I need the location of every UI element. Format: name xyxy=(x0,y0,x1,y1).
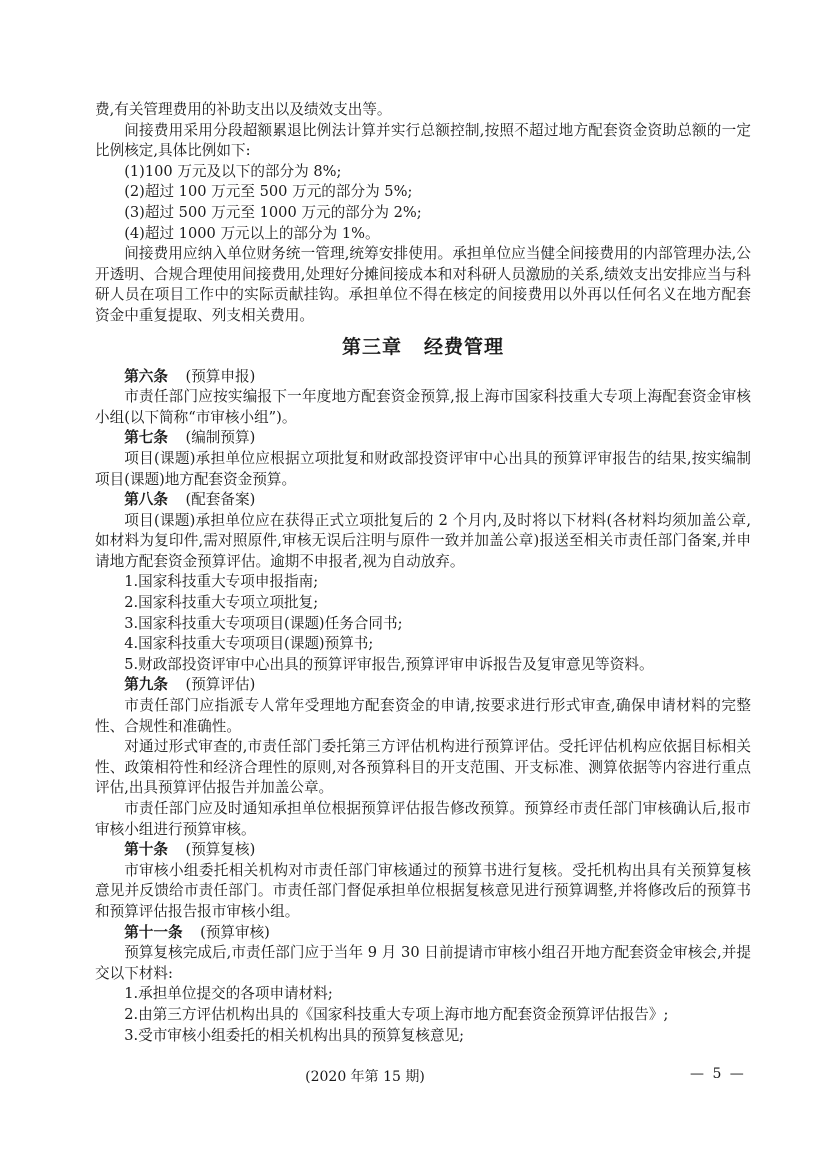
article-title: (预算审核) xyxy=(200,923,270,941)
list-item: (2)超过 100 万元至 500 万元的部分为 5%; xyxy=(124,183,413,201)
article-number: 第九条 xyxy=(124,676,168,694)
list-item: 1.承担单位提交的各项申请材料; xyxy=(124,985,333,1003)
list-item: 1.国家科技重大专项申报指南; xyxy=(124,573,319,591)
article-number: 第八条 xyxy=(124,491,168,509)
list-item: (3)超过 500 万元至 1000 万元的部分为 2%; xyxy=(124,203,422,221)
article-heading xyxy=(95,490,751,511)
issue-label: (2020 年第 15 期) xyxy=(305,1069,425,1085)
article-heading xyxy=(95,428,751,449)
article-heading xyxy=(95,367,751,388)
paragraph: 对通过形式审查的,市责任部门委托第三方评估机构进行预算评估。受托评估机构应依据目标相关性、政策相符性和经济合理性的原则,对各预算科目的开支范围、开支标准、测算依据等内容进行重点评估,出具预算评估报告并加盖公章。 xyxy=(95,738,751,797)
list-item: 5.财政部投资评审中心出具的预算评审报告,预算评审申诉报告及复审意见等资料。 xyxy=(124,655,654,673)
list-item: (1)100 万元及以下的部分为 8%; xyxy=(124,162,342,180)
list-item: 4.国家科技重大专项项目(课题)预算书; xyxy=(124,635,374,653)
paragraph: 费,有关管理费用的补助支出以及绩效支出等。 xyxy=(95,101,392,118)
document-body xyxy=(95,100,751,1046)
chapter-title: 经费管理 xyxy=(424,335,505,358)
paragraph: 市责任部门应及时通知承担单位根据预算评估报告修改预算。预算经市责任部门审核确认后,报市审核小组进行预算审核。 xyxy=(95,800,751,838)
chapter-heading xyxy=(95,335,751,359)
article-title: (预算评估) xyxy=(185,676,256,694)
article-title: (预算复核) xyxy=(185,841,256,859)
page-number: — 5 — xyxy=(690,1066,746,1082)
paragraph: 项目(课题)承担单位应在获得正式立项批复后的 2 个月内,及时将以下材料(各材料均须加盖公章,如材料为复印件,需对照原件,审核无误后注明与原件一致并加盖公章)报送至相关市责任部门备案,并申请地方配套资金预算评估。逾期不申报者,视为自动放弃。 xyxy=(95,511,751,570)
article-title: (预算申报) xyxy=(185,367,256,385)
list-item: 2.国家科技重大专项立项批复; xyxy=(124,594,319,612)
list-item: 2.由第三方评估机构出具的《国家科技重大专项上海市地方配套资金预算评估报告》; xyxy=(124,1005,669,1023)
list-item: (4)超过 1000 万元以上的部分为 1%。 xyxy=(124,224,380,242)
paragraph: 项目(课题)承担单位应根据立项批复和财政部投资评审中心出具的预算评审报告的结果,按实编制项目(课题)地方配套资金预算。 xyxy=(95,449,751,488)
paragraph: 预算复核完成后,市责任部门应于当年 9 月 30 日前提请市审核小组召开地方配套资金审核会,并提交以下材料: xyxy=(95,944,751,982)
paragraph: 市责任部门应指派专人常年受理地方配套资金的申请,按要求进行形式审查,确保申请材料的完整性、合规性和准确性。 xyxy=(95,697,751,735)
article-number: 第十条 xyxy=(124,841,168,859)
article-heading xyxy=(95,840,751,861)
paragraph: 市责任部门应按实编报下一年度地方配套资金预算,报上海市国家科技重大专项上海配套资金审核小组(以下简称“市审核小组”)。 xyxy=(95,388,751,426)
list-item: 3.国家科技重大专项项目(课题)任务合同书; xyxy=(124,614,403,632)
article-heading xyxy=(95,923,751,944)
article-number: 第七条 xyxy=(124,429,168,447)
article-title: (配套备案) xyxy=(185,491,256,509)
article-title: (编制预算) xyxy=(185,429,256,447)
article-number: 第六条 xyxy=(124,367,168,385)
list-item: 3.受市审核小组委托的相关机构出具的预算复核意见; xyxy=(124,1026,465,1044)
chapter-number: 第三章 xyxy=(341,335,402,358)
paragraph: 间接费用应纳入单位财务统一管理,统筹安排使用。承担单位应当健全间接费用的内部管理办法,公开透明、合规合理使用间接费用,处理好分摊间接成本和对科研人员激励的关系,绩效支出安排应当与科研人员在项目工作中的实际贡献挂钩。承担单位不得在核定的间接费用以外再以任何名义在地方配套资金中重复提取、列支相关费用。 xyxy=(95,245,751,324)
article-number: 第十一条 xyxy=(124,923,183,941)
paragraph: 市审核小组委托相关机构对市责任部门审核通过的预算书进行复核。受托机构出具有关预算复核意见并反馈给市责任部门。市责任部门督促承担单位根据复核意见进行预算调整,并将修改后的预算书和预算评估报告报市审核小组。 xyxy=(95,861,751,920)
article-heading xyxy=(95,675,751,696)
paragraph: 间接费用采用分段超额累退比例法计算并实行总额控制,按照不超过地方配套资金资助总额的一定比例核定,具体比例如下: xyxy=(95,121,751,160)
